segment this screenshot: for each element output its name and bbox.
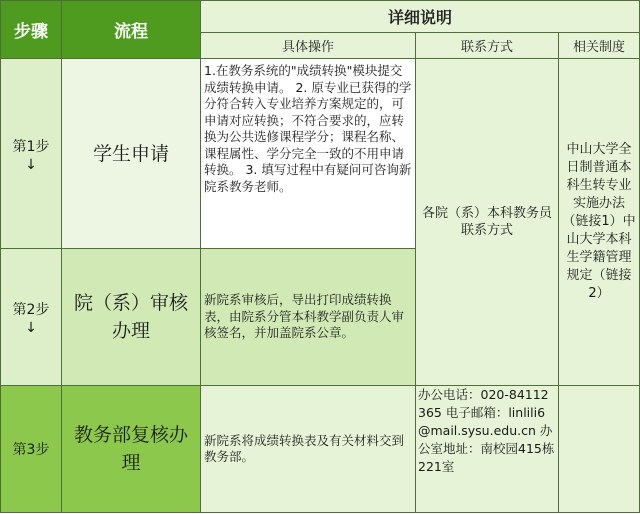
operation-3-cell — [201, 386, 416, 513]
flow-1-label: 学生申请 — [92, 142, 169, 165]
header-step: 步骤 — [1, 1, 62, 59]
operation-2-text: 新院系审核后，导出打印成绩转换表，由院系分管本科教学副负责人审核签名，并加盖院系公章。 — [204, 292, 405, 341]
operation-1-cell — [201, 59, 416, 249]
flow-3-label-line2: 理 — [121, 452, 141, 474]
shared-contact-cell — [416, 59, 559, 386]
policy-text: 中山大学全日制普通本科生转专业实施办法（链接1）中山大学本科生学籍管理规定（链接2） — [562, 142, 636, 301]
operation-3-text: 新院系将成绩转换表及有关材料交到教务部。 — [204, 432, 405, 464]
down-arrow-icon: ↓ — [25, 156, 37, 173]
contact-3-text: 办公电话：020-84112365 电子邮箱：linlili6@mail.sysu.edu.cn 办公室地址：南校园415栋221室 — [418, 387, 555, 474]
flow-2-cell — [62, 249, 201, 386]
header-operation: 具体操作 — [201, 33, 416, 59]
policy-3-empty-cell — [559, 386, 640, 513]
step-3-label: 第3步 — [12, 442, 50, 458]
policy-cell — [559, 59, 640, 386]
flow-2-label-line1: 院（系）审核 — [73, 292, 188, 314]
operation-1-text: 1.在教务系统的"成绩转换"模块提交成绩转换申请。 2. 原专业已获得的学分符合转入专业培养方案规定的，可申请对应转换；不符合要求的，应转换为公共选修课程学分；课程名称、课程属性、学分完全一致的不用申请转换。 3. 填写过程中有疑问可咨询新院系教务老师。 — [204, 63, 412, 194]
flow-1-cell — [62, 59, 201, 249]
header-contact: 联系方式 — [416, 33, 559, 59]
step-2-label: 第2步 — [12, 302, 50, 318]
operation-2-cell — [201, 249, 416, 386]
step-2-cell — [1, 249, 62, 386]
flow-2-label-line2: 办理 — [111, 320, 150, 342]
down-arrow-icon: ↓ — [25, 320, 37, 336]
flow-3-label-line1: 教务部复核办 — [73, 424, 188, 446]
header-policy: 相关制度 — [559, 33, 640, 59]
flow-3-cell — [62, 386, 201, 513]
step-1-cell — [1, 59, 62, 249]
header-detail: 详细说明 — [201, 1, 640, 33]
header-flow: 流程 — [62, 1, 201, 59]
step-3-cell — [1, 386, 62, 513]
contact-3-cell — [416, 386, 559, 513]
shared-contact-text: 各院（系）本科教务员联系方式 — [421, 206, 552, 238]
step-1-label: 第1步 — [12, 138, 50, 155]
